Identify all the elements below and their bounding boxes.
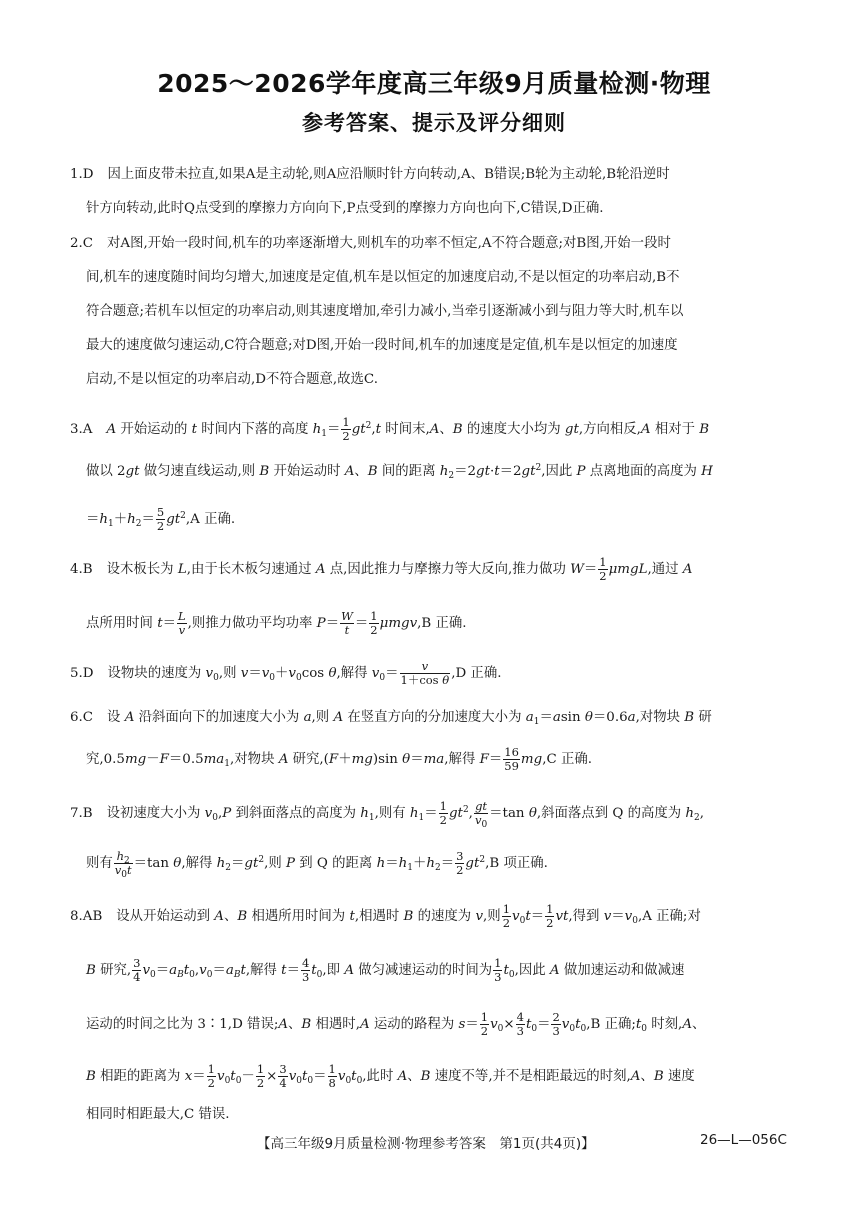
explanation-line: 启动,不是以恒定的功率启动,D不符合题意,故选C. xyxy=(86,372,378,387)
explanation-line: B 研究, $\frac{3}{4}$ $v_0=a_Bt_0,v_0=a_Bt$,解得 t＝ $\frac{4}{3}$ $t_0$,即 A 做匀减速运动的时间为 $\frac{1}{3}$ $t_0$,因此 A 做加速运动和做减速 xyxy=(86,956,685,984)
explanation-line: B 相距的距离为 x＝ $\frac{1}{2}$ $v_0t_0-$ $\frac{1}{2}$ × $\frac{3}{4}$ $v_0t_0=$ $\frac{1}{8}$ $v_0t_0$,此时 A、B 速度不等,并不是相距最远的时刻,A、B 速度 xyxy=(86,1062,695,1090)
answer-choice: B xyxy=(82,562,93,577)
question-number: 8. xyxy=(70,909,83,924)
answer-choice: B xyxy=(82,806,93,821)
explanation-line: 设物块的速度为 $v_0$,则 $v=v_0+v_0\cos$ θ,解得 $v_0=$ $\frac{v}{\text{1＋cos θ}}$ ,D 正确. xyxy=(107,659,502,687)
explanation-line: 究$,0.5mg-F=0.5ma_1$,对物块 A 研究,(F＋mg)sin θ＝ma,解得 F＝ $\frac{16}{59}$ mg,C 正确. xyxy=(86,745,592,773)
question-number: 2. xyxy=(70,236,83,251)
question-number: 6. xyxy=(70,710,83,725)
explanation-line: 因上面皮带未拉直,如果A是主动轮,则A应沿顺时针方向转动,A、B错误;B轮为主动轮,B轮沿逆时 xyxy=(107,167,670,182)
question-number: 5. xyxy=(70,666,83,681)
explanation-line: 运动的时间之比为 3∶1,D 错误;A、B 相遇时,A 运动的路程为 s＝ $\frac{1}{2}$ $v_0\times$ $\frac{4}{3}$ $t_0=$ $\frac{2}{3}$ $v_0t_0,B$ 正确$;t_0$ 时刻,A、 xyxy=(86,1010,706,1038)
explanation-line: 设木板长为 L,由于长木板匀速通过 A 点,因此推力与摩擦力等大反向,推力做功 W＝ $\frac{1}{2}$ μmgL,通过 A xyxy=(106,555,693,583)
explanation-line: 设 A 沿斜面向下的加速度大小为 a,则 A 在竖直方向的分加速度大小为 $a_1=asin$ θ＝0.6a,对物块 B 研 xyxy=(107,710,712,727)
explanation-line: 最大的速度做匀速运动,C符合题意;对D图,开始一段时间,机车的加速度是定值,机车是以恒定的加速度 xyxy=(86,338,678,353)
answer-choice: C xyxy=(82,710,94,725)
answer-choice: D xyxy=(82,167,94,182)
explanation-line: 间,机车的速度随时间均匀增大,加速度是定值,机车是以恒定的加速度启动,不是以恒定的功率启动,B不 xyxy=(86,270,680,285)
answer-choice: D xyxy=(82,666,94,681)
answer-choice: AB xyxy=(82,909,103,924)
explanation-line: 则有 $\frac{h_2}{v_0t}$ ＝tan θ,解得 $h_2=gt^2$,则 P 到 Q 的距离 $h=h_1+h_2=$ $\frac{3}{2}$ $gt^2,B$ 项正确. xyxy=(86,849,548,880)
page-title: 2025～2026学年度高三年级9月质量检测·物理 xyxy=(157,69,711,98)
explanation-line: A 开始运动的 t 时间内下落的高度 $h_1=$ $\frac{1}{2}$ $gt^2,t$ 时间末,A、B 的速度大小均为 gt,方向相反,A 相对于 B xyxy=(106,415,710,443)
explanation-line: $=h_1+h_2=$ $\frac{5}{2}$ $gt^2,A$ 正确. xyxy=(86,505,236,533)
footer-code: 26—L—056C xyxy=(700,1132,787,1148)
question-number: 4. xyxy=(70,562,83,577)
explanation-line: 设初速度大小为 $v_0,P$ 到斜面落点的高度为 $h_1$,则有 $h_1=$ $\frac{1}{2}$ $gt^2$, $\frac{gt}{v_0}$ ＝tan θ,斜面落点到 Q 的高度为 $h_2$, xyxy=(106,799,705,830)
answer-choice: C xyxy=(82,236,94,251)
explanation-line: 设从开始运动到 A、B 相遇所用时间为 t,相遇时 B 的速度为 v,则 $\frac{1}{2}$ $v_0t=$ $\frac{1}{2}$ vt,得到 $v=v_0,A$ 正确;对 xyxy=(116,902,701,930)
explanation-line: 点所用时间 t＝ $\frac{L}{v}$ ,则推力做功平均功率 P＝ $\frac{W}{t}$ ＝ $\frac{1}{2}$ μmgv,B 正确. xyxy=(86,609,467,637)
explanation-line: 做以 2gt 做匀速直线运动,则 B 开始运动时 A、B 间的距离 $h_2=2gt\cdot t=2gt^2$,因此 P 点离地面的高度为 H xyxy=(86,463,713,481)
explanation-line: 针方向转动,此时Q点受到的摩擦力方向向下,P点受到的摩擦力方向也向下,C错误,D正确. xyxy=(86,201,604,216)
explanation-line: 对A图,开始一段时间,机车的功率逐渐增大,则机车的功率不恒定,A不符合题意;对B图,开始一段时 xyxy=(107,236,671,251)
explanation-line: 相同时相距最大,C 错误. xyxy=(86,1107,230,1122)
footer-page-info: 【高三年级9月质量检测·物理参考答案 第1页(共4页)】 xyxy=(257,1136,595,1152)
page-subtitle: 参考答案、提示及评分细则 xyxy=(302,111,566,135)
explanation-line: 符合题意;若机车以恒定的功率启动,则其速度增加,牵引力减小,当牵引逐渐减小到与阻力等大时,机车以 xyxy=(86,304,684,319)
question-number: 1. xyxy=(70,167,83,182)
question-number: 7. xyxy=(70,806,83,821)
question-number: 3. xyxy=(70,422,83,437)
answer-choice: A xyxy=(82,422,93,437)
